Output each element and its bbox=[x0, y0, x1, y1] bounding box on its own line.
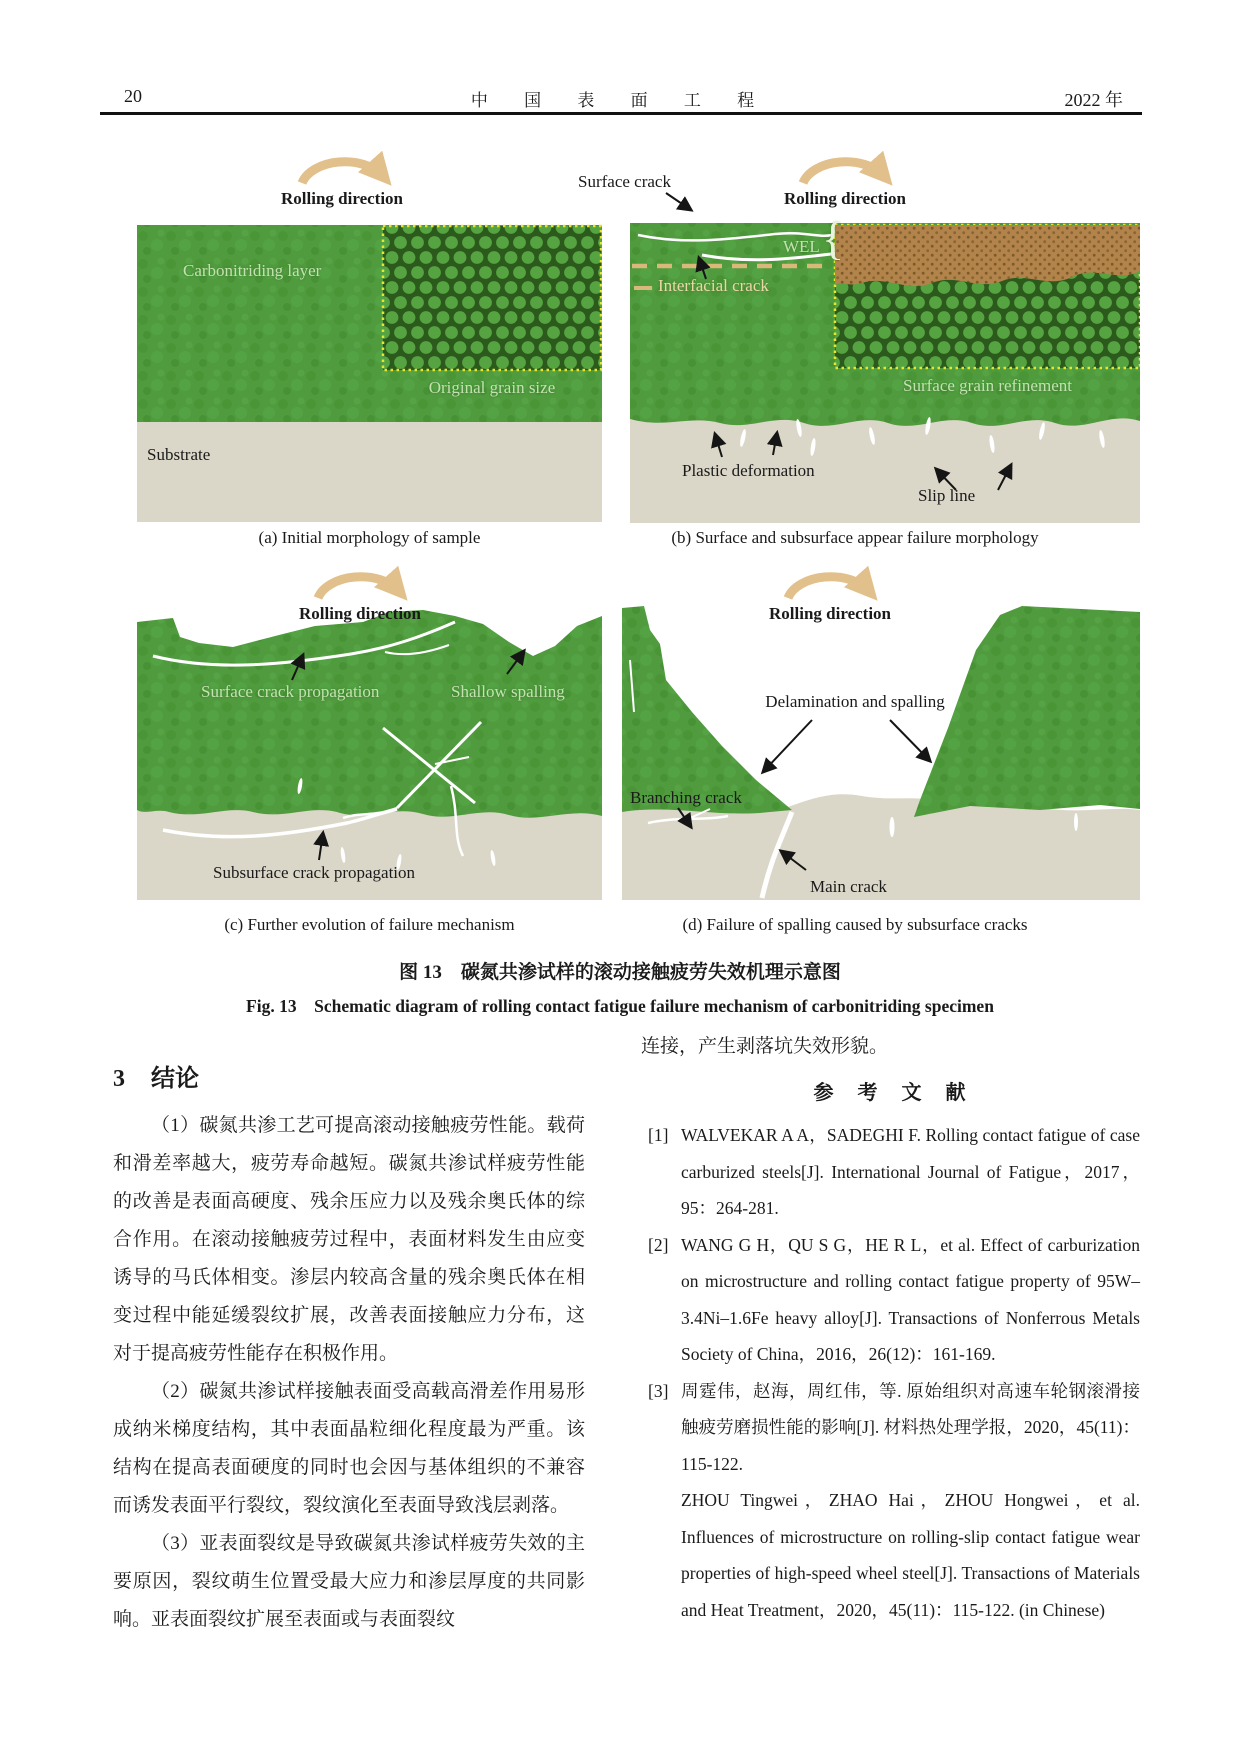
panel-a-caption: (a) Initial morphology of sample bbox=[258, 528, 481, 547]
wel-brace: { bbox=[822, 213, 845, 264]
references-heading: 参 考 文 献 bbox=[813, 1082, 968, 1104]
reference-item bbox=[641, 1117, 1140, 1227]
rolling-direction-arrow-icon bbox=[302, 162, 383, 183]
reference-item bbox=[641, 1227, 1140, 1373]
panel-a bbox=[137, 145, 602, 530]
subsurface-crack-propagation-label: Subsurface crack propagation bbox=[213, 863, 416, 882]
rolling-direction-label: Rolling direction bbox=[784, 189, 906, 208]
substrate-label: Substrate bbox=[147, 445, 211, 464]
conclusion-paragraph: （3）亚表面裂纹是导致碳氮共渗试样疲劳失效的主要原因，裂纹萌生位置受最大应力和渗层厚度的共同影响。亚表面裂纹扩展至表面或与表面裂纹 bbox=[113, 1533, 585, 1630]
panel-b bbox=[570, 145, 1140, 530]
branching-crack-label: Branching crack bbox=[630, 788, 742, 807]
interfacial-crack-label: Interfacial crack bbox=[658, 276, 769, 295]
rolling-direction-arrow-icon bbox=[788, 577, 869, 598]
section-heading bbox=[113, 1058, 585, 1093]
figure-caption-en: Fig. 13 Schematic diagram of rolling contact fatigue failure mechanism of carbonitriding specimen bbox=[246, 996, 994, 1016]
original-grain-inset bbox=[383, 226, 601, 370]
page-number: 20 bbox=[124, 86, 142, 106]
figure-13 bbox=[95, 135, 1145, 1035]
surface-grain-refinement-label: Surface grain refinement bbox=[903, 376, 1072, 395]
wel-label: WEL bbox=[783, 237, 820, 256]
header-year: 2022 年 bbox=[1064, 90, 1123, 110]
section-title: 结论 bbox=[151, 1066, 199, 1092]
reference-text-en: ZHOU Tingwei，ZHAO Hai，ZHOU Hongwei，et al. Influences of microstructure on rolling-slip contact fatigue wear properties of high-speed wheel steel[J]. Transactions of Materials and Heat Treatment，2020，45(11)：115-122. (in Chinese) bbox=[681, 1490, 1140, 1620]
header-rule bbox=[100, 112, 1142, 115]
panel-d bbox=[570, 560, 1140, 905]
conclusion-column bbox=[113, 1058, 585, 1639]
references-column bbox=[641, 1028, 1140, 1628]
conclusion-paragraph: （2）碳氮共渗试样接触表面受高载高滑差作用易形成纳米梯度结构，其中表面晶粒细化程度最为严重。该结构在提高表面硬度的同时也会因与基体组织的不兼容而诱发表面平行裂纹，裂纹演化至表面导致浅层剥落。 bbox=[113, 1381, 585, 1516]
delamination-spalling-label: Delamination and spalling bbox=[765, 692, 945, 711]
reference-marker: [1] bbox=[648, 1125, 669, 1145]
rolling-direction-label: Rolling direction bbox=[281, 189, 403, 208]
reference-text: WALVEKAR A A，SADEGHI F. Rolling contact fatigue of case carburized steels[J]. International Journal of Fatigue，2017，95：264-281. bbox=[681, 1125, 1140, 1218]
main-crack-label: Main crack bbox=[810, 877, 887, 896]
rolling-direction-label: Rolling direction bbox=[299, 604, 421, 623]
carbonitriding-layer-label: Carbonitriding layer bbox=[183, 261, 322, 280]
surface-crack-propagation-label: Surface crack propagation bbox=[201, 682, 380, 701]
rolling-direction-arrow-icon bbox=[318, 577, 399, 598]
rolling-direction-arrow-icon bbox=[803, 162, 884, 183]
panel-c-caption: (c) Further evolution of failure mechanism bbox=[224, 915, 515, 934]
conclusion-paragraph: （1）碳氮共渗工艺可提高滚动接触疲劳性能。载荷和滑差率越大，疲劳寿命越短。碳氮共渗试样疲劳性能的改善是表面高硬度、残余压应力以及残余奥氏体的综合作用。在滚动接触疲劳过程中，表面材料发生由应变诱导的马氏体相变。渗层内较高含量的残余奥氏体在相变过程中能延缓裂纹扩展，改善表面接触应力分布，这对于提高疲劳性能存在积极作用。 bbox=[113, 1115, 585, 1364]
figure-caption-zh: 图 13 碳氮共渗试样的滚动接触疲劳失效机理示意图 bbox=[399, 962, 841, 983]
section-number: 3 bbox=[113, 1066, 125, 1092]
paragraph-continuation: 连接，产生剥落坑失效形貌。 bbox=[641, 1036, 889, 1057]
reference-item-translation bbox=[641, 1482, 1140, 1628]
slip-line-label: Slip line bbox=[918, 486, 976, 505]
journal-title: 中 国 表 面 工 程 bbox=[470, 91, 771, 110]
surface-crack-label: Surface crack bbox=[578, 172, 671, 191]
plastic-deformation-label: Plastic deformation bbox=[682, 461, 815, 480]
rolling-direction-label: Rolling direction bbox=[769, 604, 891, 623]
reference-marker: [2] bbox=[648, 1234, 669, 1255]
panel-d-caption: (d) Failure of spalling caused by subsurface cracks bbox=[682, 915, 1028, 934]
original-grain-size-label: Original grain size bbox=[428, 378, 556, 397]
shallow-spalling-label: Shallow spalling bbox=[451, 682, 565, 701]
panel-b-caption: (b) Surface and subsurface appear failure morphology bbox=[671, 528, 1039, 547]
reference-text: 周霆伟，赵海，周红伟，等. 原始组织对高速车轮钢滚滑接触疲劳磨损性能的影响[J]. 材料热处理学报，2020，45(11)：115-122. bbox=[681, 1380, 1140, 1474]
reference-item bbox=[641, 1373, 1140, 1483]
panel-c bbox=[137, 560, 602, 905]
reference-marker: [3] bbox=[648, 1380, 669, 1401]
reference-text: WANG G H，QU S G，HE R L，et al. Effect of carburization on microstructure and rolling contact fatigue property of 95W–3.4Ni–1.6Fe heavy alloy[J]. Transactions of Nonferrous Metals Society of China，2016，26(12)：161-169. bbox=[681, 1234, 1140, 1364]
